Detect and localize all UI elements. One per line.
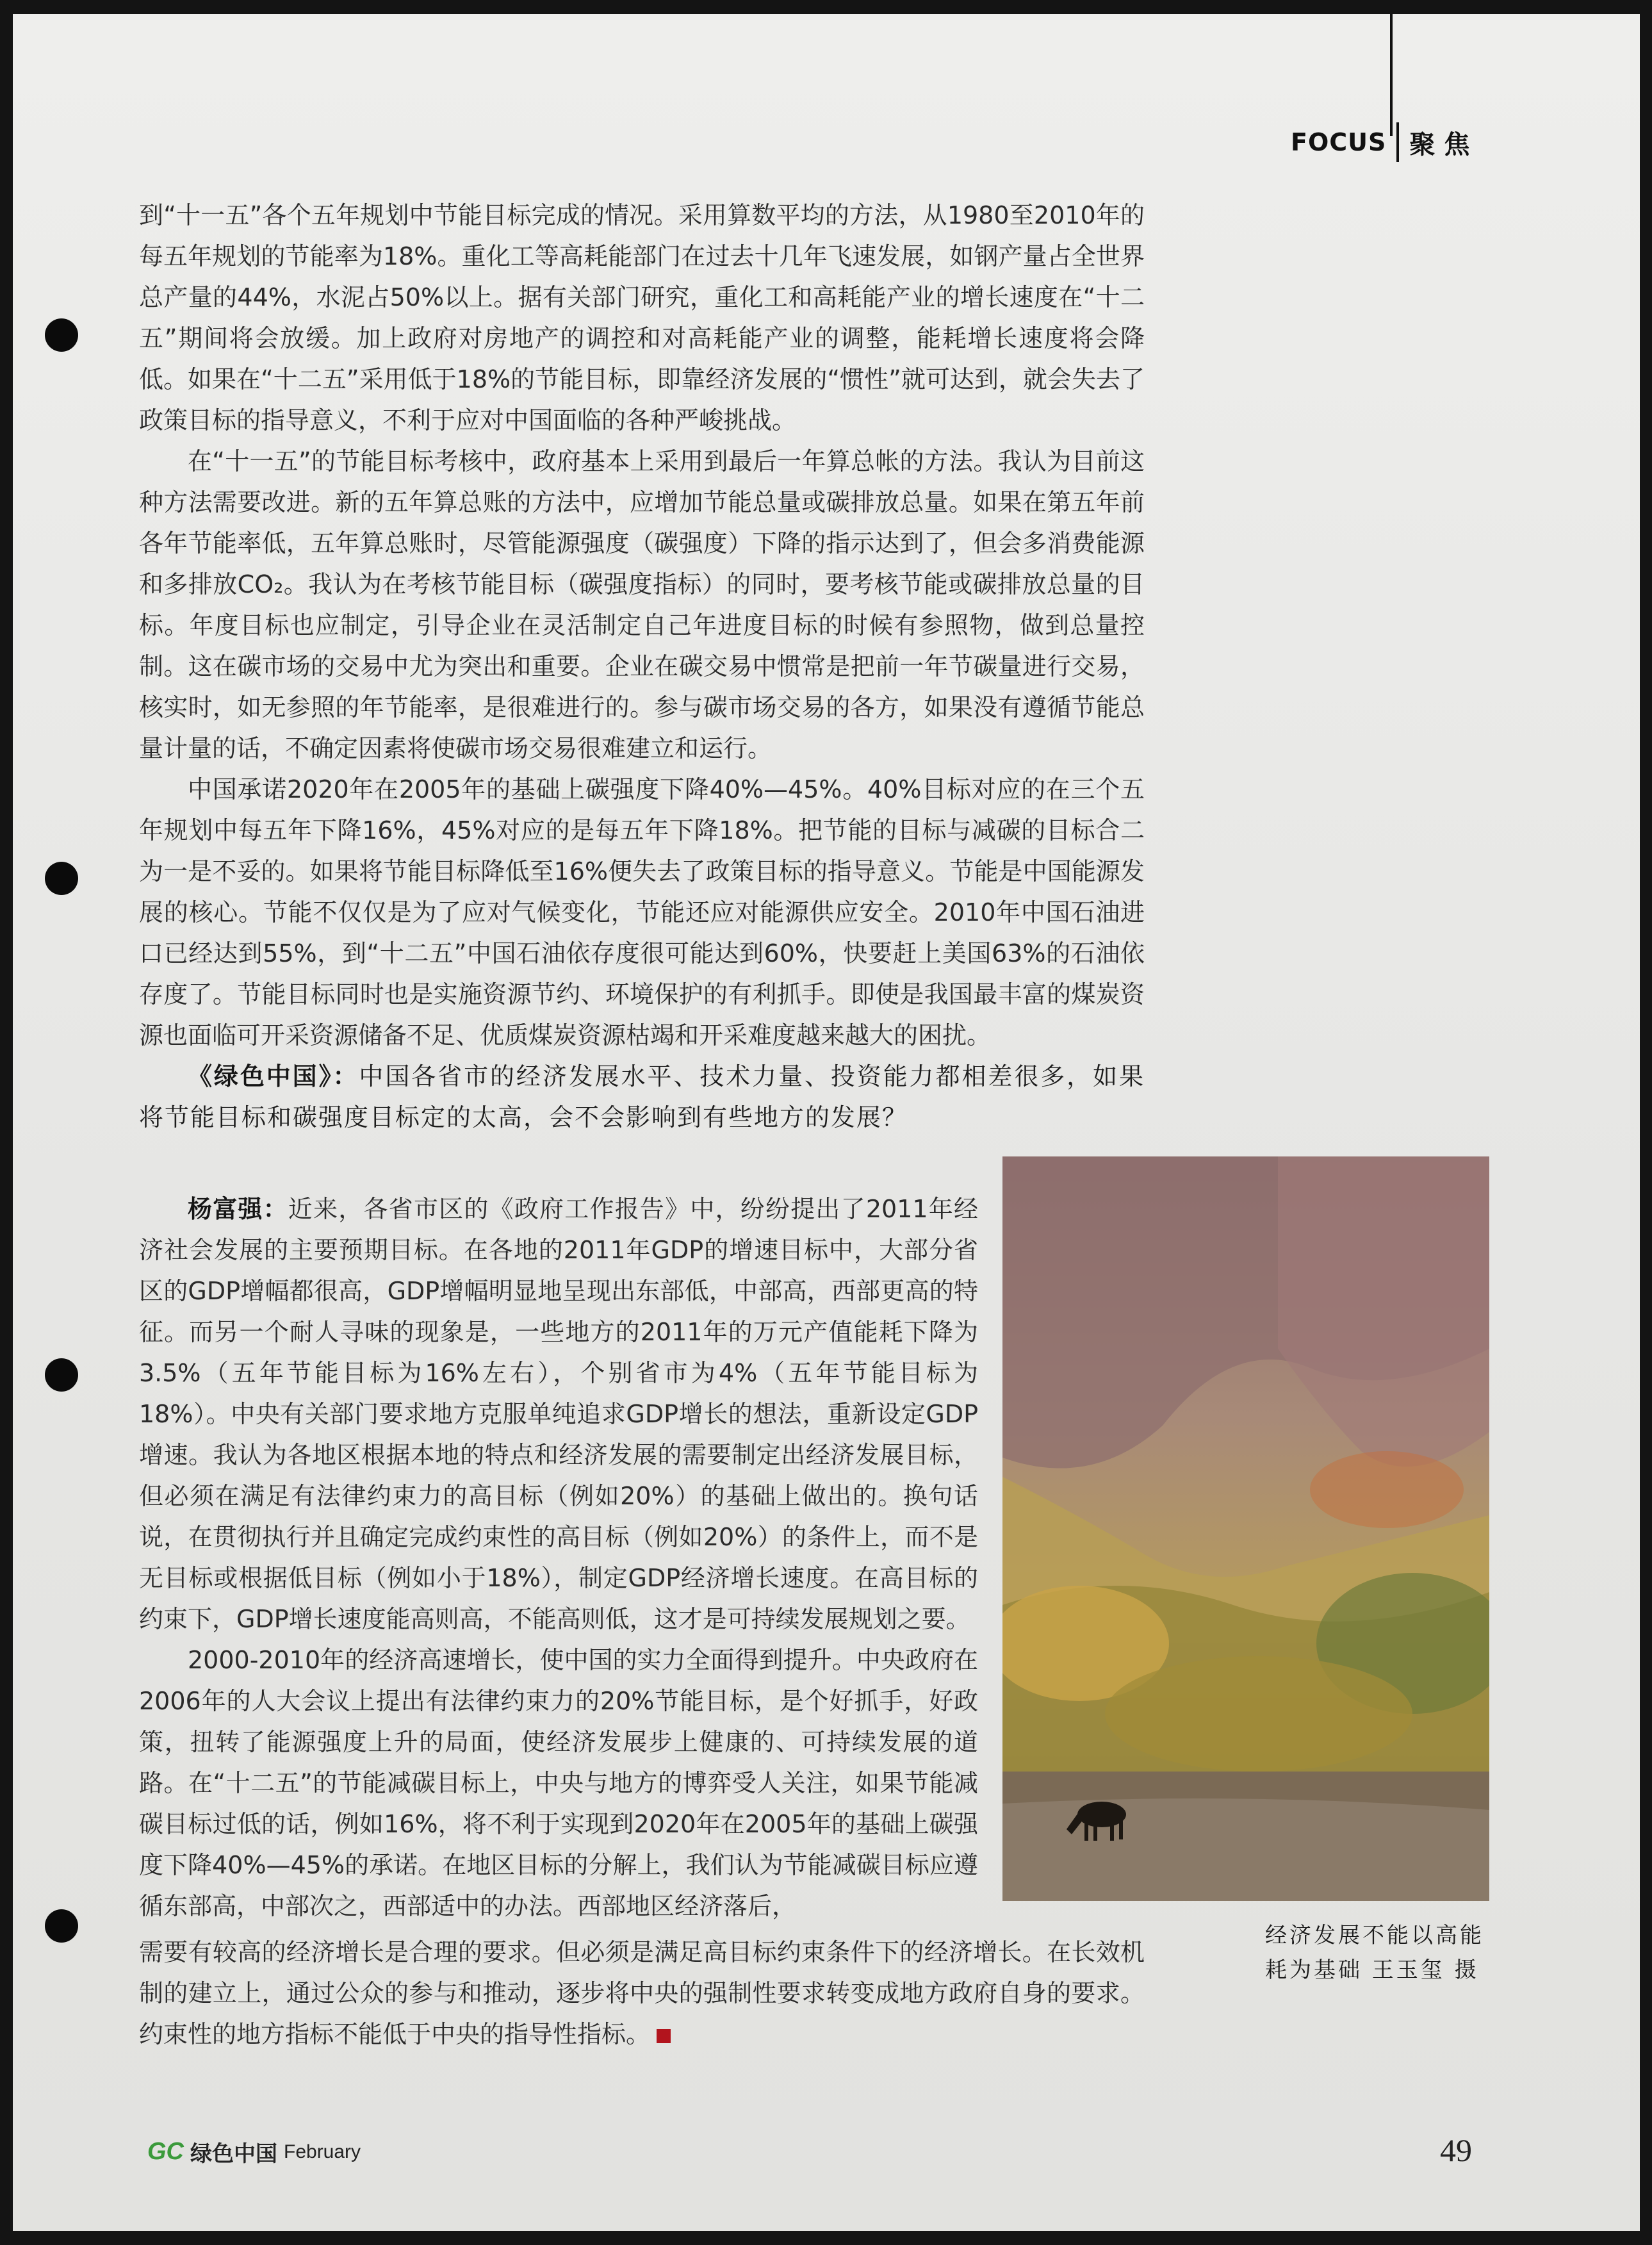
section-label-en: FOCUS	[1291, 128, 1387, 156]
magazine-title: 绿色中国	[190, 2141, 277, 2167]
paragraph: 中国承诺2020年在2005年的基础上碳强度下降40%—45%。40%目标对应的在三个五年规划中每五年下降16%，45%对应的是每五年下降18%。把节能的目标与减碳的目标合二为一是不妥的。如果将节能目标降低至16%便失去了政策目标的指导意义。节能是中国能源发展的核心。节能不仅仅是为了应对气候变化，节能还应对能源供应安全。2010年中国石油进口已经达到55%，到“十二五”中国石油依存度很可能达到60%，快要赶上美国63%的石油依存度了。节能目标同时也是实施资源节约、环境保护的有利抓手。即使是我国最丰富的煤炭资源也面临可开采资源储备不足、优质煤炭资源枯竭和开采难度越来越大的困扰。	[139, 775, 1145, 1049]
issue-month: February	[284, 2141, 361, 2162]
article-column-bottom	[139, 1932, 1145, 2055]
header-rule	[1390, 14, 1393, 136]
paragraph: 2000-2010年的经济高速增长，使中国的实力全面得到提升。中央政府在2006年的人大会议上提出有法律约束力的20%节能目标，是个好抓手，好政策，扭转了能源强度上升的局面，使经济发展步上健康的、可持续发展的道路。在“十二五”的节能减碳目标上，中央与地方的博弈受人关注，如果节能减碳目标过低的话，例如16%，将不利于实现到2020年在2005年的基础上碳强度下降40%—45%的承诺。在地区目标的分解上，我们认为节能减碳目标应遵循东部高，中部次之，西部适中的办法。西部地区经济落后，	[139, 1646, 978, 1920]
magazine-logo: GC	[147, 2138, 184, 2165]
page-footer	[147, 2136, 361, 2167]
paragraph-end-text: 需要有较高的经济增长是合理的要求。但必须是满足高目标约束条件下的经济增长。在长效机制的建立上，通过公众的参与和推动，逐步将中央的强制性要求转变成地方政府自身的要求。约束性的地方指标不能低于中央的指导性指标。	[139, 1938, 1145, 2048]
paragraph: 到“十一五”各个五年规划中节能目标完成的情况。采用算数平均的方法，从1980至2010年的每五年规划的节能率为18%。重化工等高耗能部门在过去十几年飞速发展，如钢产量占全世界总产量的44%，水泥占50%以上。据有关部门研究，重化工和高耗能产业的增长速度在“十二五”期间将会放缓。加上政府对房地产的调控和对高耗能产业的调整，能耗增长速度将会降低。如果在“十二五”采用低于18%的节能目标，即靠经济发展的“惯性”就可达到，就会失去了政策目标的指导意义，不利于应对中国面临的各种严峻挑战。	[139, 201, 1145, 434]
article-column-top	[139, 195, 1145, 1138]
paragraph: 在“十一五”的节能目标考核中，政府基本上采用到最后一年算总帐的方法。我认为目前这种方法需要改进。新的五年算总账的方法中，应增加节能总量或碳排放总量。如果在第五年前各年节能率低，五年算总账时，尽管能源强度（碳强度）下降的指示达到了，但会多消费能源和多排放CO₂。我认为在考核节能目标（碳强度指标）的同时，要考核节能或碳排放总量的目标。年度目标也应制定，引导企业在灵活制定自己年进度目标的时候有参照物，做到总量控制。这在碳市场的交易中尤为突出和重要。企业在碳交易中惯常是把前一年节碳量进行交易，核实时，如无参照的年节能率，是很难进行的。参与碳市场交易的各方，如果没有遵循节能总量计量的话，不确定因素将使碳市场交易很难建立和运行。	[139, 447, 1145, 762]
binder-hole	[45, 862, 78, 895]
end-mark-icon	[657, 2029, 671, 2043]
page-number: 49	[1440, 2132, 1472, 2168]
interview-question	[139, 1056, 1145, 1138]
speaker-name: 杨富强：	[188, 1195, 288, 1223]
question-label: 《绿色中国》：	[188, 1062, 359, 1090]
answer-paragraph	[139, 1188, 978, 1640]
section-label-cn: 聚焦	[1409, 129, 1479, 160]
article-column-narrow	[139, 1188, 978, 1927]
question-text: 中国各省市的经济发展水平、技术力量、投资能力都相差很多，如果将节能目标和碳强度目标定的太高，会不会影响到有些地方的发展？	[139, 1062, 1145, 1131]
photo-caption: 经济发展不能以高能耗为基础 王玉玺 摄	[1265, 1923, 1484, 1983]
paragraph-end	[139, 1932, 1145, 2055]
binder-hole	[45, 318, 78, 352]
header-divider	[1396, 122, 1399, 162]
binder-hole	[45, 1358, 78, 1392]
section-header	[1291, 123, 1478, 161]
landscape-photo	[1002, 1156, 1489, 1901]
magazine-page	[13, 14, 1640, 2231]
binder-hole	[45, 1909, 78, 1943]
answer-text: 近来，各省市区的《政府工作报告》中，纷纷提出了2011年经济社会发展的主要预期目标。在各地的2011年GDP的增速目标中，大部分省区的GDP增幅都很高，GDP增幅明显地呈现出东部低，中部高，西部更高的特征。而另一个耐人寻味的现象是，一些地方的2011年的万元产值能耗下降为3.5%（五年节能目标为16%左右），个别省市为4%（五年节能目标为18%）。中央有关部门要求地方克服单纯追求GDP增长的想法，重新设定GDP增速。我认为各地区根据本地的特点和经济发展的需要制定出经济发展目标，但必须在满足有法律约束力的高目标（例如20%）的基础上做出的。换句话说，在贯彻执行并且确定完成约束性的高目标（例如20%）的条件上，而不是无目标或根据低目标（例如小于18%），制定GDP经济增长速度。在高目标的约束下，GDP增长速度能高则高，不能高则低，这才是可持续发展规划之要。	[139, 1195, 978, 1633]
